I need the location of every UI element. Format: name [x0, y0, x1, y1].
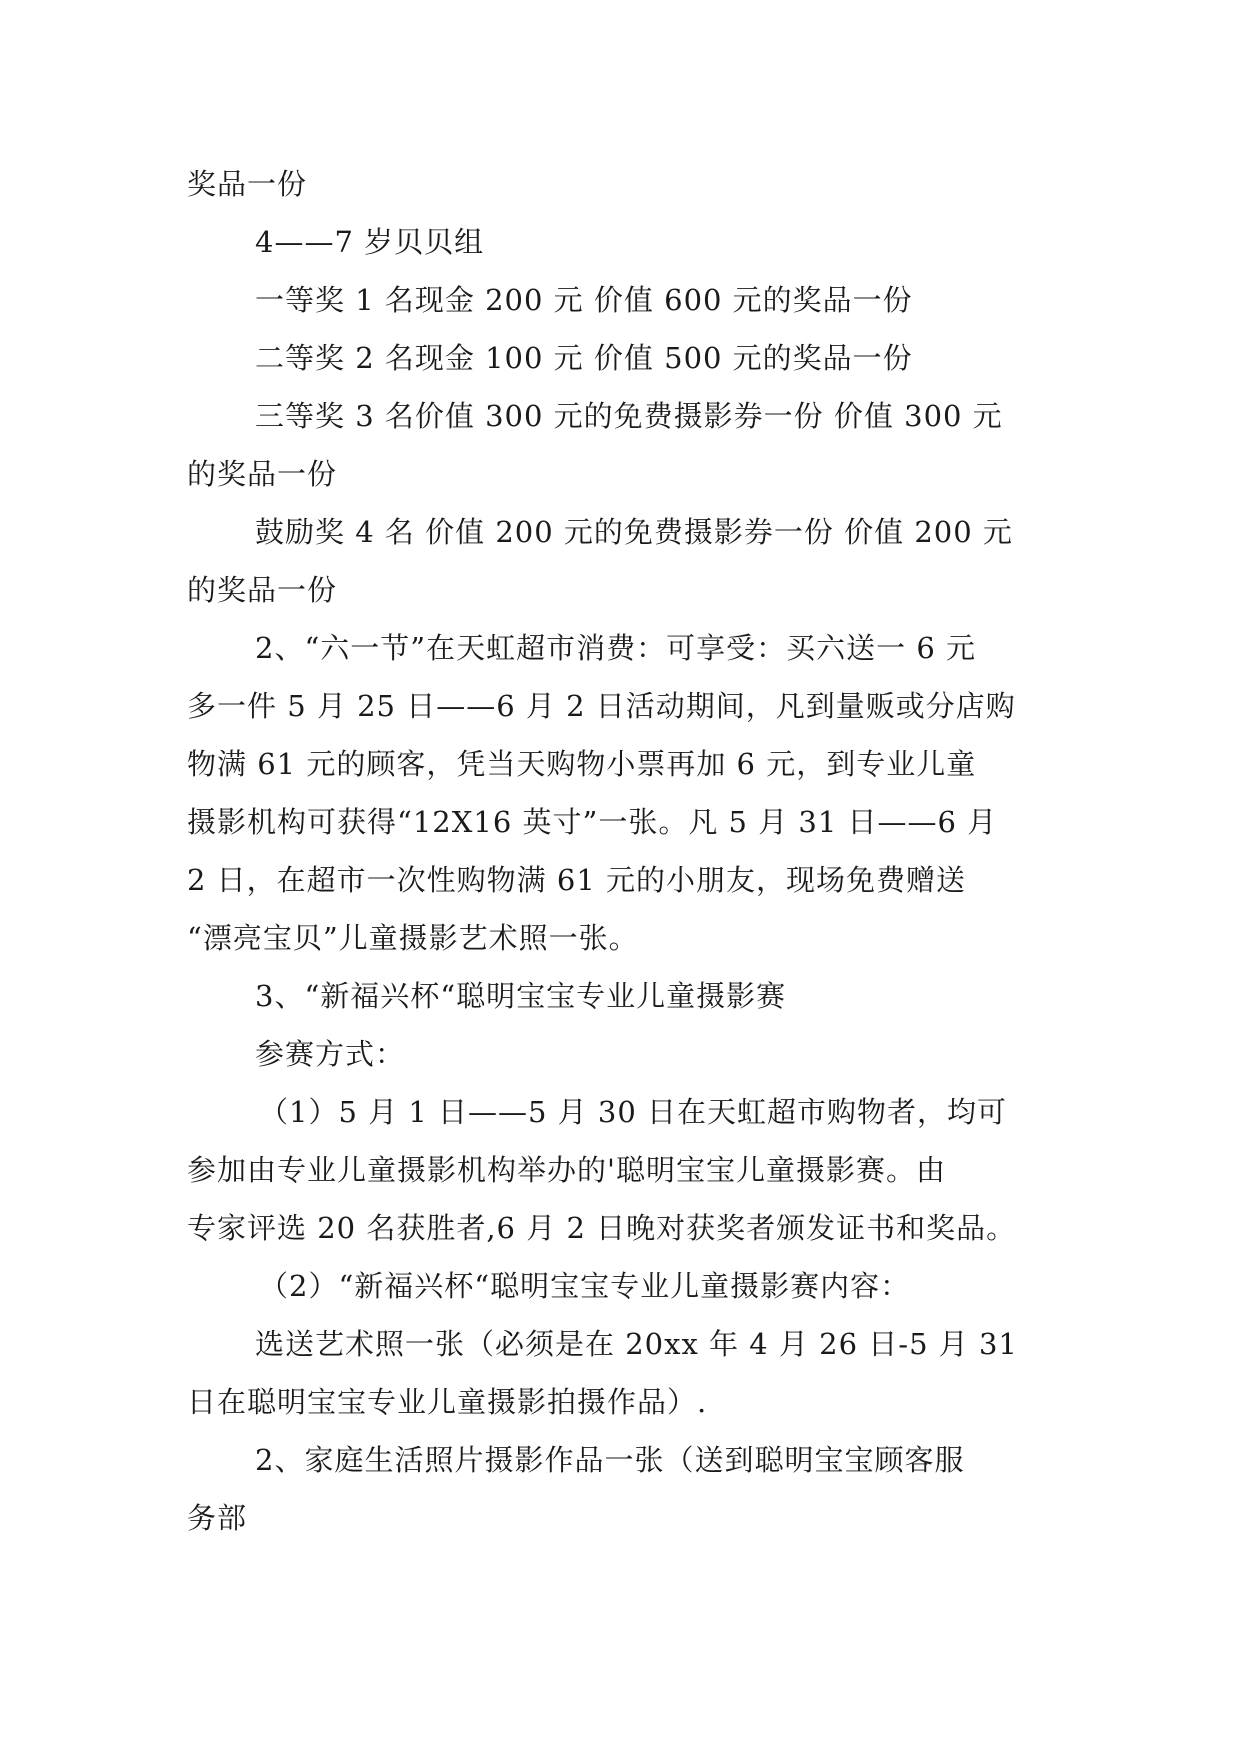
document-body — [187, 155, 1057, 1547]
text-line: 多一件 5 月 25 日——6 月 2 日活动期间，凡到量贩或分店购 — [187, 689, 1016, 723]
text-line: 的奖品一份 — [187, 573, 338, 607]
text-line: 摄影机构可获得“12X16 英寸”一张。凡 5 月 31 日——6 月 — [187, 805, 998, 839]
text-line: 一等奖 1 名现金 200 元 价值 600 元的奖品一份 — [255, 283, 913, 317]
text-line: 参加由专业儿童摄影机构举办的'聪明宝宝儿童摄影赛。由 — [187, 1153, 946, 1187]
text-line: 务部 — [187, 1501, 248, 1535]
text-line: 参赛方式： — [255, 1037, 406, 1071]
text-line: 三等奖 3 名价值 300 元的免费摄影券一份 价值 300 元 — [255, 399, 1003, 433]
text-line: 选送艺术照一张（必须是在 20xx 年 4 月 26 日-5 月 31 — [255, 1327, 1018, 1361]
text-line: “漂亮宝贝”儿童摄影艺术照一张。 — [187, 921, 639, 955]
text-line: 专家评选 20 名获胜者,6 月 2 日晚对获奖者颁发证书和奖品。 — [187, 1211, 1017, 1245]
text-line: 2、家庭生活照片摄影作品一张（送到聪明宝宝顾客服 — [255, 1443, 965, 1477]
text-line: （2）“新福兴杯“聪明宝宝专业儿童摄影赛内容： — [259, 1269, 911, 1303]
text-line: 奖品一份 — [187, 167, 308, 201]
text-line: 2 日，在超市一次性购物满 61 元的小朋友，现场免费赠送 — [187, 863, 967, 897]
text-line: 二等奖 2 名现金 100 元 价值 500 元的奖品一份 — [255, 341, 913, 375]
text-line: （1）5 月 1 日——5 月 30 日在天虹超市购物者，均可 — [259, 1095, 1008, 1129]
text-line: 物满 61 元的顾客，凭当天购物小票再加 6 元，到专业儿童 — [187, 747, 977, 781]
text-line: 的奖品一份 — [187, 457, 338, 491]
text-line: 日在聪明宝宝专业儿童摄影拍摄作品）. — [187, 1385, 708, 1419]
text-line: 2、“六一节”在天虹超市消费：可享受：买六送一 6 元 — [255, 631, 976, 665]
text-line: 4——7 岁贝贝组 — [255, 225, 485, 259]
text-line: 鼓励奖 4 名 价值 200 元的免费摄影券一份 价值 200 元 — [255, 515, 1013, 549]
text-line: 3、“新福兴杯“聪明宝宝专业儿童摄影赛 — [255, 979, 787, 1013]
